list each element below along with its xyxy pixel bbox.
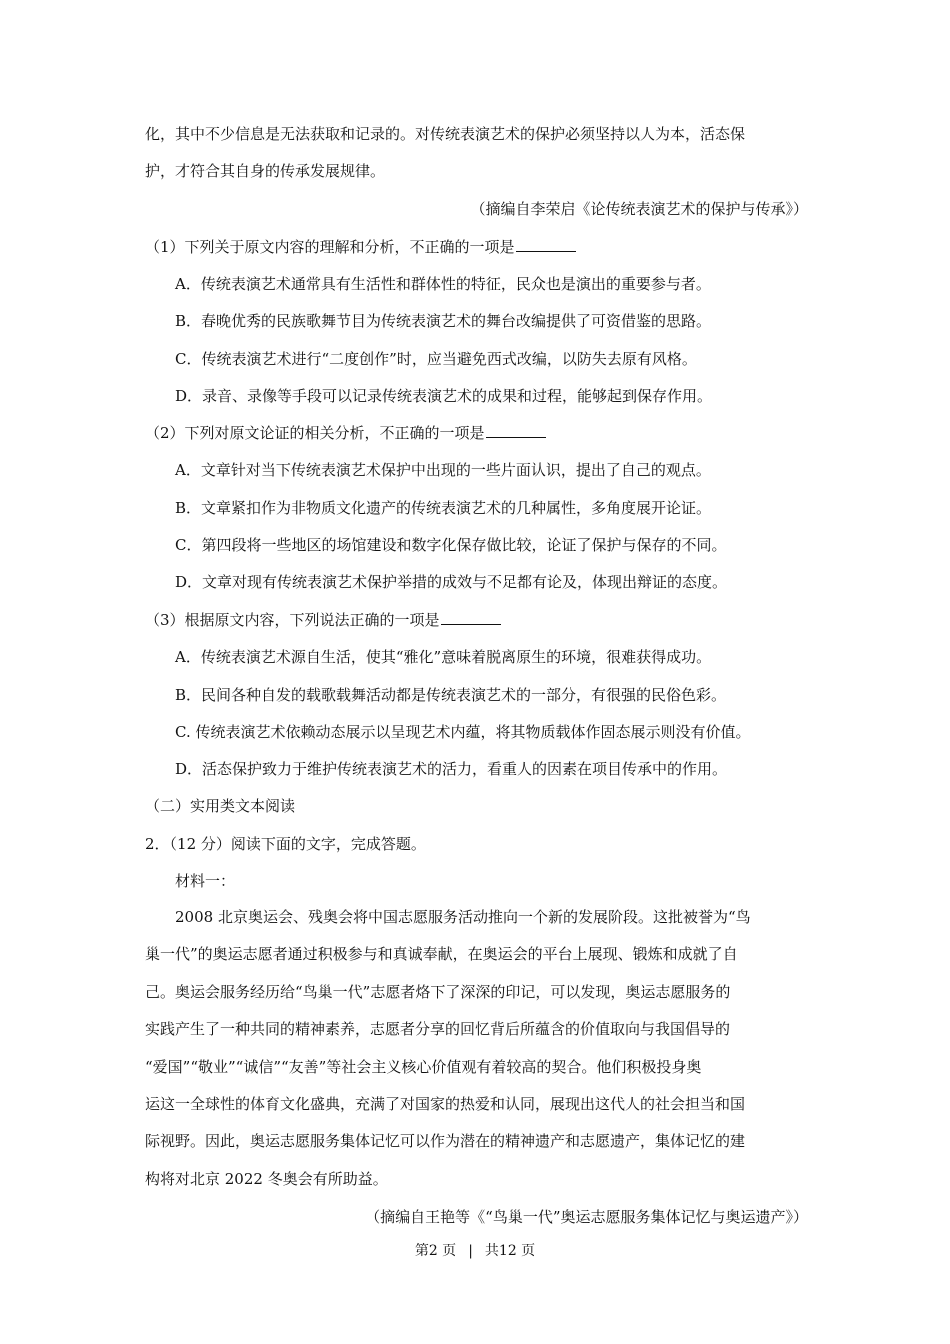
question-2-option-b: B．文章紧扣作为非物质文化遗产的传统表演艺术的几种属性，多角度展开论证。	[175, 499, 712, 517]
question-2-option-c: C．第四段将一些地区的场馆建设和数字化保存做比较，论证了保护与保存的不同。	[175, 536, 727, 554]
answer-blank	[516, 237, 576, 252]
question-2-stem-text: （2）下列对原文论证的相关分析，不正确的一项是	[145, 424, 485, 442]
question-2-option-a: A．文章针对当下传统表演艺术保护中出现的一些片面认识，提出了自己的观点。	[175, 461, 711, 479]
material-line: “爱国”“敬业”“诚信”“友善”等社会主义核心价值观有着较高的契合。他们积极投身奥	[145, 1057, 702, 1076]
material-line: 2008 北京奥运会、残奥会将中国志愿服务活动推向一个新的发展阶段。这批被誉为“鸟	[175, 908, 751, 926]
question-3-option-b: B．民间各种自发的载歌载舞活动都是传统表演艺术的一部分，有很强的民俗色彩。	[175, 686, 727, 704]
material-line: 构将对北京 2022 冬奥会有所助益。	[145, 1169, 388, 1188]
section-title: （二）实用类文本阅读	[145, 797, 296, 815]
passage-line: 化，其中不少信息是无法获取和记录的。对传统表演艺术的保护必须坚持以人为本，活态保	[145, 125, 746, 143]
material-line: 际视野。因此，奥运志愿服务集体记忆可以作为潜在的精神遗产和志愿遗产，集体记忆的建	[145, 1132, 746, 1151]
question-2-option-d: D．文章对现有传统表演艺术保护举措的成效与不足都有论及，体现出辩证的态度。	[175, 573, 728, 591]
question-1-option-a: A．传统表演艺术通常具有生活性和群体性的特征，民众也是演出的重要参与者。	[175, 275, 711, 293]
question-3-option-d: D．活态保护致力于维护传统表演艺术的活力，看重人的因素在项目传承中的作用。	[175, 760, 728, 778]
source-citation-2: （摘编自王艳等《“鸟巢一代”奥运志愿服务集体记忆与奥运遗产》）	[365, 1208, 808, 1226]
material-line: 己。奥运会服务经历给“鸟巢一代”志愿者烙下了深深的印记，可以发现，奥运志愿服务的	[145, 982, 731, 1001]
material-1-body	[145, 899, 810, 1198]
material-label: 材料一：	[175, 872, 236, 890]
answer-blank	[486, 423, 546, 438]
material-line: 巢一代”的奥运志愿者通过积极参与和真诚奉献，在奥运会的平台上展现、锻炼和成就了自	[145, 945, 738, 964]
question-1-option-b: B．春晚优秀的民族歌舞节目为传统表演艺术的舞台改编提供了可资借鉴的思路。	[175, 312, 712, 330]
question-2-stem	[145, 423, 546, 443]
passage-line: 护，才符合其自身的传承发展规律。	[145, 162, 386, 181]
footer-separator: |	[468, 1243, 473, 1259]
passage-continuation	[145, 116, 810, 191]
question-3-stem-text: （3）根据原文内容，下列说法正确的一项是	[145, 611, 440, 629]
question-1-option-c: C．传统表演艺术进行“二度创作”时，应当避免西式改编，以防失去原有风格。	[175, 350, 697, 368]
answer-blank	[441, 610, 501, 625]
material-line: 实践产生了一种共同的精神素养，志愿者分享的回忆背后所蕴含的价值取向与我国倡导的	[145, 1020, 731, 1039]
question-2-header: 2．（12 分）阅读下面的文字，完成答题。	[145, 835, 426, 853]
question-3-option-a: A．传统表演艺术源自生活，使其“雅化”意味着脱离原生的环境，很难获得成功。	[175, 648, 712, 666]
question-1-stem-text: （1）下列关于原文内容的理解和分析，不正确的一项是	[145, 238, 515, 256]
page-number: 第2 页	[414, 1243, 457, 1259]
source-citation-1: （摘编自李荣启《论传统表演艺术的保护与传承》）	[470, 200, 808, 218]
material-line: 运这一全球性的体育文化盛典，充满了对国家的热爱和认同，展现出这代人的社会担当和国	[145, 1095, 746, 1114]
question-3-stem	[145, 610, 501, 630]
total-pages: 共12 页	[484, 1243, 536, 1259]
question-3-option-c: C. 传统表演艺术依赖动态展示以呈现艺术内蕴，将其物质载体作固态展示则没有价值。	[175, 723, 751, 741]
page-footer	[0, 1241, 950, 1261]
question-1-stem	[145, 237, 576, 257]
question-1-option-d: D．录音、录像等手段可以记录传统表演艺术的成果和过程，能够起到保存作用。	[175, 387, 713, 405]
